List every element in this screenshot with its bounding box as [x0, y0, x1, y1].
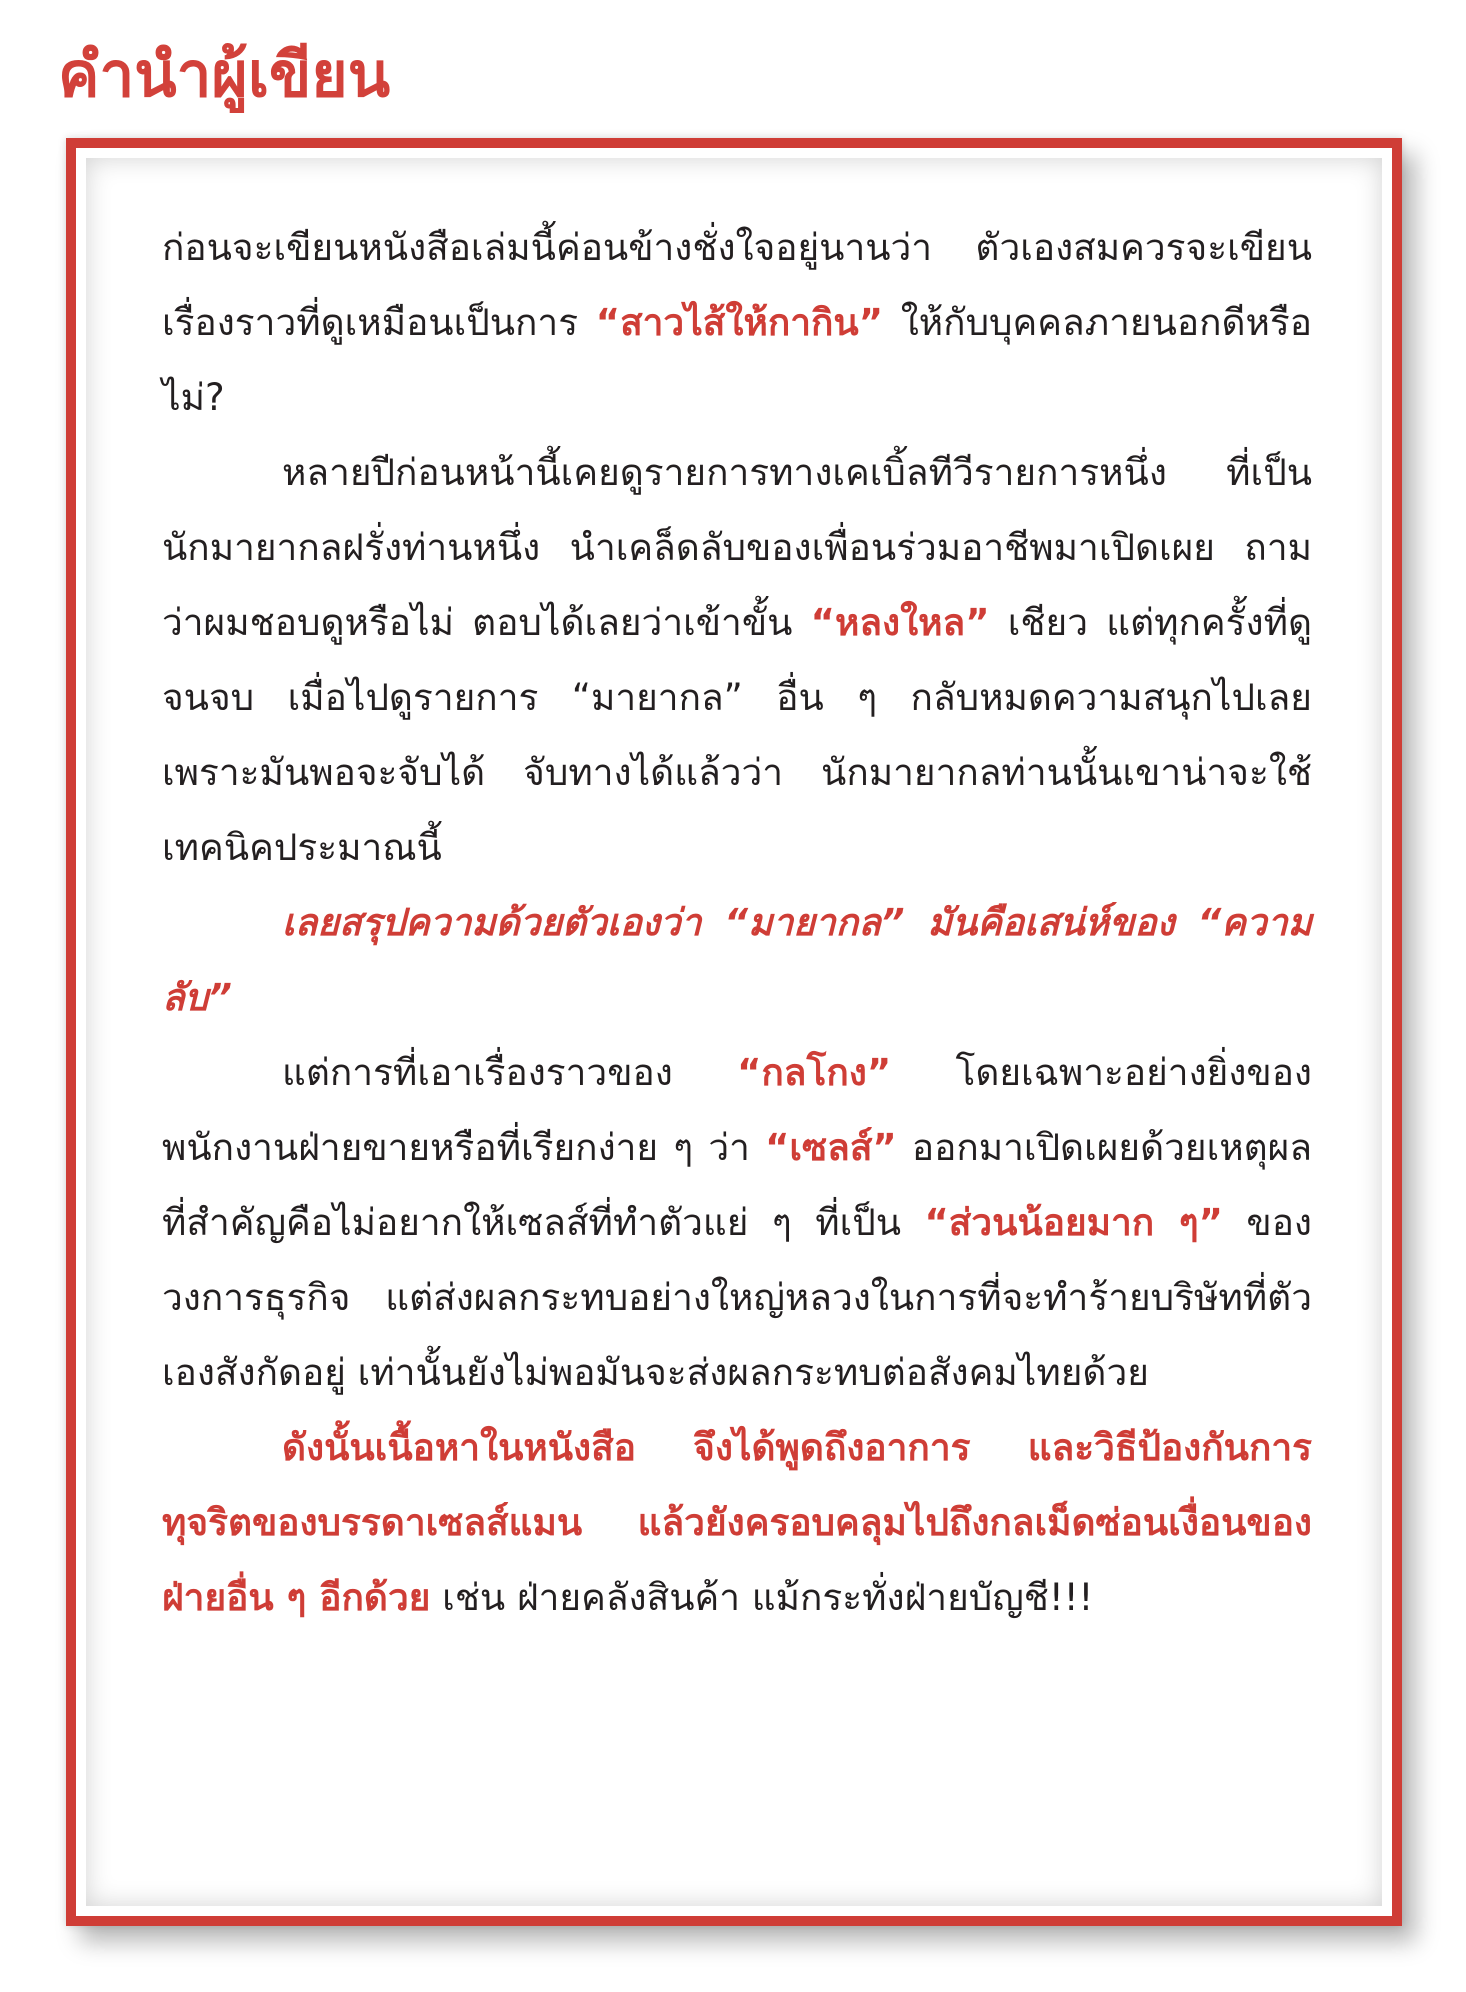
paragraph-2-text: หลายปีก่อนหน้านี้เคยดูรายการทางเคเบิ้ลทีวีรายการหนึ่ง ที่เป็นนักมายากลฝรั่งท่านหนึ่ง นำเคล็ดลับของเพื่อนร่วมอาชีพมาเปิดเผย ถามว่าผมชอบดูหรือไม่ ตอบได้เลยว่าเข้าขั้น: [162, 451, 1312, 644]
highlight-phrase: “หลงใหล”: [810, 601, 990, 644]
paragraph-4-text: ของวงการธุรกิจ แต่ส่งผลกระทบอย่างใหญ่หลวงในการที่จะทำร้ายบริษัทที่ตัวเองสังกัดอยู่ เท่านั้นยังไม่พอมันจะส่งผลกระทบต่อสังคมไทยด้วย: [162, 1201, 1312, 1394]
highlight-phrase: “กลโกง”: [737, 1051, 892, 1094]
paragraph-4: [162, 1035, 1312, 1410]
emphasis-statement: เลยสรุปความด้วยตัวเองว่า “มายากล” มันคือเสน่ห์ของ “ความลับ”: [162, 901, 1312, 1019]
page-title: คำนำผู้เขียน: [58, 38, 391, 111]
content-frame: [66, 138, 1402, 1926]
highlight-phrase: “สาวไส้ให้กากิน”: [595, 301, 884, 344]
highlight-phrase: “ส่วนน้อยมาก ๆ”: [924, 1201, 1223, 1244]
paragraph-5-text: เช่น ฝ่ายคลังสินค้า แม้กระทั่งฝ่ายบัญชี!!!: [430, 1576, 1094, 1619]
paragraph-1-text: ก่อนจะเขียนหนังสือเล่มนี้ค่อนข้างชั่งใจอยู่นานว่า ตัวเองสมควรจะเขียนเรื่องราวที่ดูเหมือนเป็นการ: [162, 226, 1312, 344]
paragraph-3-emphasis: [162, 885, 1312, 1035]
highlight-phrase: “เซลส์”: [765, 1126, 897, 1169]
paragraph-2-text: เชียว แต่ทุกครั้งที่ดูจนจบ เมื่อไปดูรายการ “มายากล” อื่น ๆ กลับหมดความสนุกไปเลย เพราะมันพอจะจับได้ จับทางได้แล้วว่า นักมายากลท่านนั้นเขาน่าจะใช้เทคนิคประมาณนี้: [162, 601, 1312, 869]
preface-body: [162, 210, 1312, 1635]
paragraph-1: [162, 210, 1312, 435]
paragraph-4-text: โดยเฉพาะอย่างยิ่งของพนักงานฝ่ายขายหรือที่เรียกง่าย ๆ ว่า: [162, 1051, 1312, 1169]
paragraph-4-text: ออกมาเปิดเผยด้วยเหตุผลที่สำคัญคือไม่อยากให้เซลส์ที่ทำตัวแย่ ๆ ที่เป็น: [162, 1126, 1312, 1244]
highlight-statement: ดังนั้นเนื้อหาในหนังสือ จึงได้พูดถึงอาการ และวิธีป้องกันการทุจริตของบรรดาเซลส์แมน แล้วยังครอบคลุมไปถึงกลเม็ดซ่อนเงื่อนของฝ่ายอื่น ๆ อีกด้วย: [162, 1426, 1312, 1619]
paragraph-5: [162, 1410, 1312, 1635]
paragraph-1-text: ให้กับบุคคลภายนอกดีหรือไม่?: [162, 301, 1312, 419]
paragraph-4-text: แต่การที่เอาเรื่องราวของ: [282, 1051, 738, 1094]
paragraph-2: [162, 435, 1312, 885]
